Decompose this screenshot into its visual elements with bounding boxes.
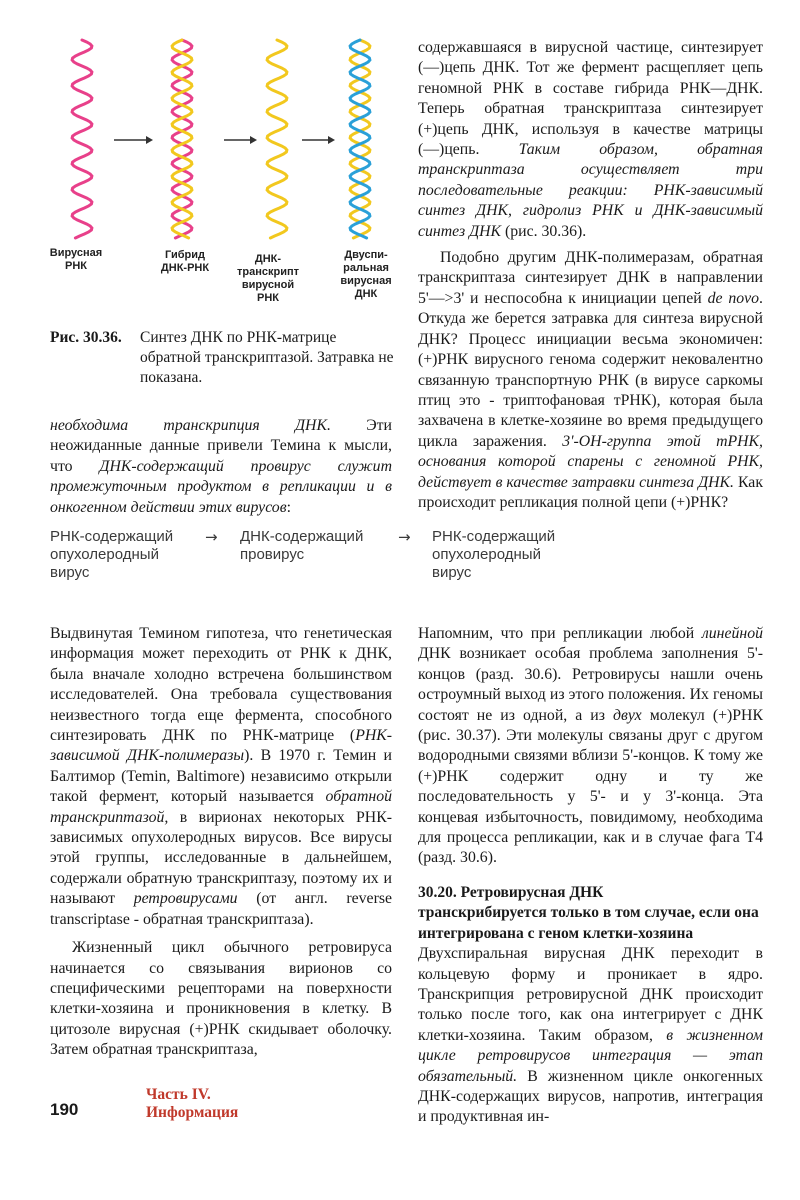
right-top-paragraph-1: [418, 38, 763, 242]
italic-run-1: линейной: [701, 625, 763, 642]
section-heading: [418, 883, 763, 944]
italic-run-5: ретровирусами: [133, 890, 238, 908]
italic-run-3: двух: [613, 706, 642, 724]
text-run-2: ДНК возникает особая проблема заполнения 5'-концов (разд. 30.6). Ретровирусы нашли очень остроумный выход из этого положения. Их геномы состоят не из одной, а из: [418, 645, 763, 724]
italic-run-1: de novo: [707, 289, 760, 307]
italic-run-1: Таким образом, обратная транскриптаза осуществляет три последовательные реакции: РНК-зависимый синтез ДНК, гидролиз РНК и ДНК-зависимый синтез ДНК: [418, 141, 764, 240]
text-run-6: (от англ. reverse transcriptase - обратная транскриптаза).: [50, 890, 392, 928]
scheme-rna-virus-1: РНК-содержащий опухолеродный вирус: [50, 528, 174, 581]
text-run-2: ). В 1970 г. Темин и Балтимор (Temin, Baltimore) независимо открыли такой фермент, который называется: [50, 747, 392, 806]
caption-text: Синтез ДНК по РНК-матрице обратной транскриптазой. Затравка не показана.: [140, 329, 394, 386]
text-run-1: Эти неожиданные данные привели Темина к мысли, что: [50, 417, 392, 475]
text-run-4: в вирионах некоторых РНК-зависимых опухолеродных вирусов. Все вирусы этой группы, исследованные в дальнейшем, содержали обратную транскриптазу, поэтому их и называют: [50, 808, 392, 908]
italic-run-1: РНК-зависимой ДНК-полимеразы: [50, 727, 392, 765]
right-top-paragraph-2: [418, 248, 763, 513]
text-run-0: Подобно другим ДНК-полимеразам, обратная транскриптаза синтезирует ДНК в направлении 5'—>3' и неспособна к инициации цепей: [418, 249, 763, 307]
left-bottom-paragraph-2: [50, 938, 392, 1060]
right-bottom-paragraph-2: [418, 944, 763, 1128]
label-dna-transcript: ДНК- транскрипт вирусной РНК: [236, 253, 299, 304]
text-run-0: Напомним, что при репликации любой: [418, 625, 702, 642]
italic-run-3: обратной транскриптазой,: [50, 788, 392, 826]
scheme-arrow-1-icon: →: [205, 528, 218, 546]
text-run-0: содержавшаяся в вирусной частице, синтезирует (—)цепь ДНК. Тот же фермент расщепляет цепь геномной РНК в составе гибрида РНК—ДНК. Теперь обратная транскриптаза синтезирует (+)цепь ДНК, используя в качестве матрицы (—)цепь.: [418, 39, 763, 159]
viral-rna-strand: [72, 40, 92, 238]
text-run-0: Жизненный цикл обычного ретровируса начинается со связывания вирионов со специфическими рецепторами на поверхности клетки-хозяина и проникновения в клетку. В цитозоле вирусная (+)РНК скидывает оболочку. Затем обратная транскриптаза,: [50, 939, 392, 1059]
left-column-bottom: [50, 624, 392, 1061]
label-viral-rna: Вирусная РНК: [49, 247, 103, 272]
text-run-4: молекул (+)РНК (рис. 30.37). Эти молекулы связаны друг с другом водородными связями вблизи 5'-концов. К тому же (+)РНК содержит одну и ту же последовательность у 5'- и у 3'-конца. Эта концевая избыточность, повидимому, необходима для процесса репликации, как и в случае фага Т4 (разд. 30.6).: [418, 706, 763, 867]
text-run-0: Двухспиральная вирусная ДНК переходит в кольцевую форму и проникает в ядро. Транскрипция ретровирусной ДНК происходит только после того, как она интегрирует с ДНК клетки-хозяина. Таким образом,: [418, 945, 763, 1044]
left-mid-paragraph: [50, 416, 392, 518]
italic-run-3: 3'-ОН-группа этой тРНК, основания которой спарены с геномной РНК, действует в качестве затравки синтеза ДНК.: [418, 432, 763, 491]
page-number: 190: [50, 1100, 79, 1119]
footer-part-label: Часть IV. Информация: [146, 1086, 239, 1121]
scheme-rna-virus-2: РНК-содержащий опухолеродный вирус: [432, 528, 556, 581]
text-run-3: :: [286, 498, 291, 516]
scheme-provirus: ДНК-содержащий провирус: [240, 528, 364, 563]
scheme-arrow-2-icon: →: [398, 528, 411, 546]
arrow-2-icon: [224, 136, 257, 144]
left-bottom-paragraph-1: [50, 624, 392, 930]
right-column-top: [418, 38, 763, 513]
right-column-bottom: [418, 624, 763, 1128]
reverse-transcription-figure: [40, 36, 400, 246]
text-run-2: . Откуда же берется затравка для синтеза вирусной ДНК? Процесс инициации весьма экономичен: (+)РНК вирусного генома содержит нековалентно связанную транспортную РНК (в вирусе саркомы птиц это - триптофановая тРНК), которая была захвачена в клетке-хозяине во время предыдущего цикла заражения.: [418, 289, 763, 450]
arrow-1-icon: [114, 136, 153, 144]
section-title-rest: транскрибируется только в том случае, если она интегрирована с геном клетки-хозяина: [418, 904, 759, 942]
label-hybrid: Гибрид ДНК-РНК: [160, 249, 210, 274]
italic-run-0: необходима транскрипция ДНК.: [50, 417, 331, 434]
text-run-4: Как происходит репликация полной цепи (+)РНК?: [418, 473, 763, 511]
right-bottom-paragraph-1: [418, 624, 763, 869]
dna-transcript-strand: [267, 40, 287, 238]
arrow-3-icon: [302, 136, 335, 144]
caption-number: Рис. 30.36.: [50, 329, 122, 346]
text-run-2: (рис. 30.36).: [501, 222, 587, 240]
text-run-0: Выдвинутая Темином гипотеза, что генетическая информация может переходить от РНК к ДНК, была вначале холодно встречена большинством исследователей. Она требовала существования неизвестного тогда еще фермента, способного синтезировать ДНК по РНК-матрице (: [50, 625, 392, 745]
italic-run-1: в жизненном цикле ретровирусов интеграция — этап обязательный.: [418, 1026, 763, 1085]
section-number: 30.20.: [418, 883, 457, 901]
label-duplex-dna: Двуспи- ральная вирусная ДНК: [340, 249, 392, 300]
section-title-line1: Ретровирусная ДНК: [460, 883, 604, 901]
italic-run-2: ДНК-содержащий провирус служит промежуточным продуктом в репликации и в онкогенном действии этих вирусов: [50, 457, 392, 516]
text-run-2: В жизненном цикле онкогенных ДНК-содержащих вирусов, напротив, интеграция и продуктивная ин-: [418, 1067, 763, 1126]
